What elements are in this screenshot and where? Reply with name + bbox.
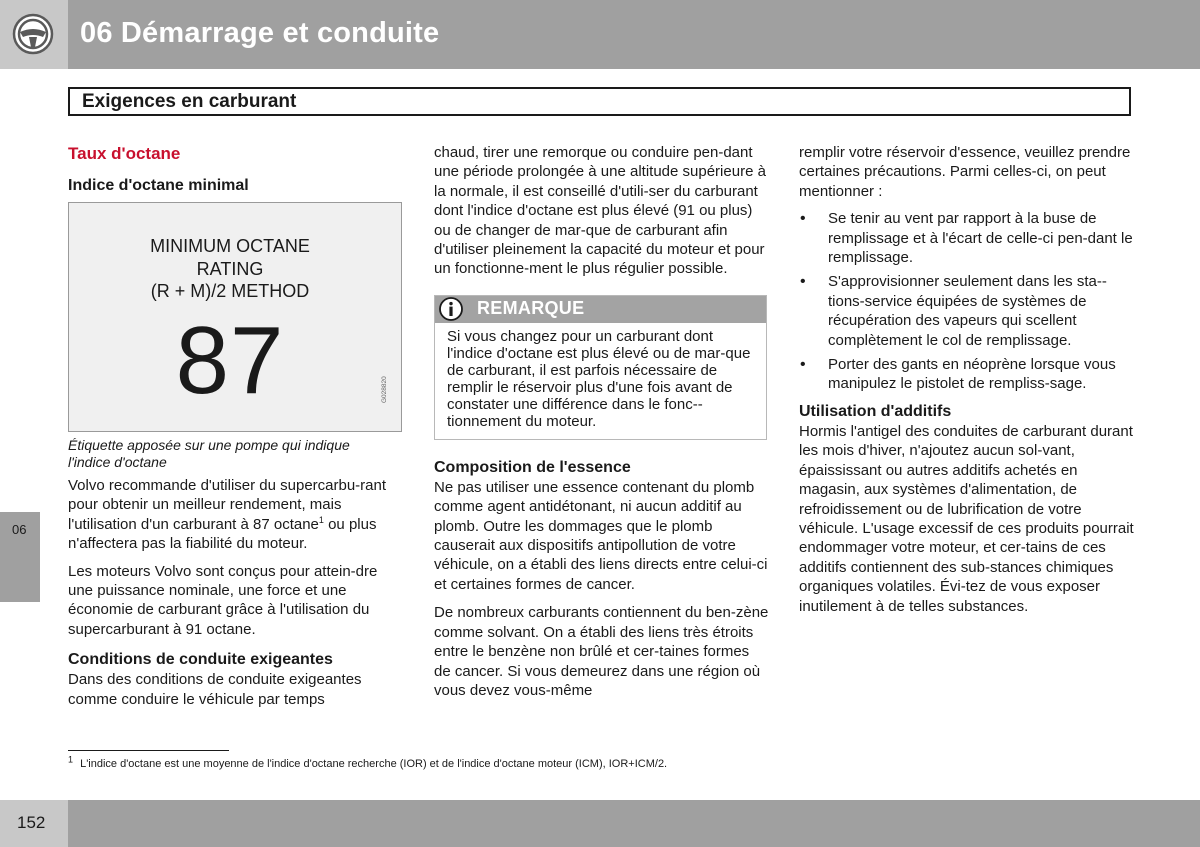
paragraph-demanding-conditions: Dans des conditions de conduite exigeantes comme conduire le véhicule par temps (68, 671, 362, 708)
octane-label-line3: (R + M)/2 METHOD (150, 281, 310, 301)
octane-label-line1: MINIMUM OCTANE (150, 236, 310, 256)
note-title: REMARQUE (477, 297, 585, 318)
octane-label-text (69, 235, 391, 303)
paragraph-additives: Hormis l'antigel des conduites de carburant durant les mois d'hiver, n'ajoutez aucun sol-vant, épaississant ou autres additifs achetés en magasin, aux systèmes d'alimentation, de refroidissement ou de lubrification de votre véhicule. L'usage excessif de ces produits pourrait endommager votre moteur, et cer-tains de ces additifs contiennent des sub-stances chimiques organiques volatiles. Évi-tez de vous exposer inutilement à de telles substances. (799, 422, 1134, 615)
subheading-minimum-octane: Indice d'octane minimal (68, 177, 249, 194)
chapter-header-bar (0, 0, 1200, 69)
label-caption (68, 437, 404, 471)
chapter-side-tab-label: 06 (12, 522, 27, 537)
footnote-marker: 1 (68, 754, 74, 765)
image-code: G028820 (381, 376, 388, 403)
note-body: Si vous changez pour un carburant dont l'indice d'octane est plus élevé ou de mar-que de carburant, il est parfois nécessaire de remplir le réservoir plus d'une fois avant de constater une différence dans le fonc-tionnement du moteur. (447, 327, 751, 430)
note-box (434, 295, 767, 440)
subheading-demanding-conditions: Conditions de conduite exigeantes (68, 651, 333, 669)
subheading-additives: Utilisation d'additifs (799, 402, 952, 420)
column-1 (68, 143, 404, 709)
note-header (435, 296, 766, 323)
column-3 (799, 143, 1134, 616)
section-title-box (68, 87, 1131, 116)
paragraph-continued: chaud, tirer une remorque ou conduire pen-dant une période prolongée à une altitude supérieure à la normale, il est conseillé d'utili-ser du carburant dont l'indice d'octane est plus élevé (91 ou plus) ou de changer de mar-que de carburant afin d'utiliser pleinement la capacité du moteur et pour un fonctionne-ment le plus régulier possible. (434, 144, 766, 278)
paragraph-benzene: De nombreux carburants contiennent du ben-zène comme solvant. On a établi des liens très étroits entre le benzène non brûlé et cer-taines formes de cancer. Si vous demeurez dans une région où vous devez vous-même (434, 604, 769, 699)
chapter-title: 06 Démarrage et conduite (80, 17, 440, 49)
footnote (68, 754, 668, 771)
caption-line2: l'indice d'octane (68, 454, 167, 470)
octane-label-image (68, 202, 402, 432)
column-2 (434, 143, 769, 700)
steering-wheel-icon (12, 13, 54, 55)
paragraph-engines: Les moteurs Volvo sont conçus pour attein-dre une puissance nominale, une force et une économie de carburant grâce à l'utilisation du supercarburant à 91 octane. (68, 562, 378, 638)
heading-octane: Taux d'octane (68, 144, 181, 163)
paragraph-text: ou plus n'affectera pas la fiabilité du moteur. (68, 515, 377, 553)
octane-label-line2: RATING (196, 258, 264, 279)
precautions-list (799, 209, 1134, 394)
section-title: Exigences en carburant (82, 91, 297, 112)
list-item: • S'approvisionner seulement dans les sta-tions-service équipées de systèmes de récupération des vapeurs qui scellent complètement le col de remplissage. (799, 272, 1134, 350)
chapter-side-tab (0, 512, 40, 602)
info-icon (439, 297, 463, 321)
caption-line1: Étiquette apposée sur une pompe qui indique (68, 437, 350, 453)
page-number: 152 (17, 813, 46, 832)
footnote-ref: 1 (318, 514, 324, 525)
octane-label-number: 87 (175, 307, 285, 414)
paragraph-recommendation (68, 476, 404, 554)
footnote-text: L'indice d'octane est une moyenne de l'indice d'octane recherche (IOR) et de l'indice d'octane moteur (ICM), IOR+ICM/2. (80, 758, 668, 770)
list-item: • Se tenir au vent par rapport à la buse de remplissage et à l'écart de celle-ci pen-dant le remplissage. (799, 209, 1134, 267)
paragraph-text: Volvo recommande d'utiliser du supercarbu-rant pour obtenir un meilleur rendement, mais l'utilisation d'un carburant à 87 octane (68, 477, 387, 533)
footer-bar (68, 800, 1200, 847)
list-item: • Porter des gants en néoprène lorsque vous manipulez le pistolet de rempliss-sage. (799, 355, 1134, 394)
subheading-gasoline-composition: Composition de l'essence (434, 458, 631, 476)
chapter-icon-tab (0, 0, 68, 69)
footnote-divider (68, 750, 229, 751)
paragraph-lead: Ne pas utiliser une essence contenant du plomb comme agent antidétonant, ni aucun additif au plomb. Outre les dommages que le plomb causerait aux dispositifs antipollution de votre véhicule, on a établi des liens directs entre celui-ci et certaines formes de cancer. (434, 478, 768, 593)
paragraph-precautions: remplir votre réservoir d'essence, veuillez prendre certaines précautions. Parmi celles-ci, on peut mentionner : (799, 144, 1131, 200)
